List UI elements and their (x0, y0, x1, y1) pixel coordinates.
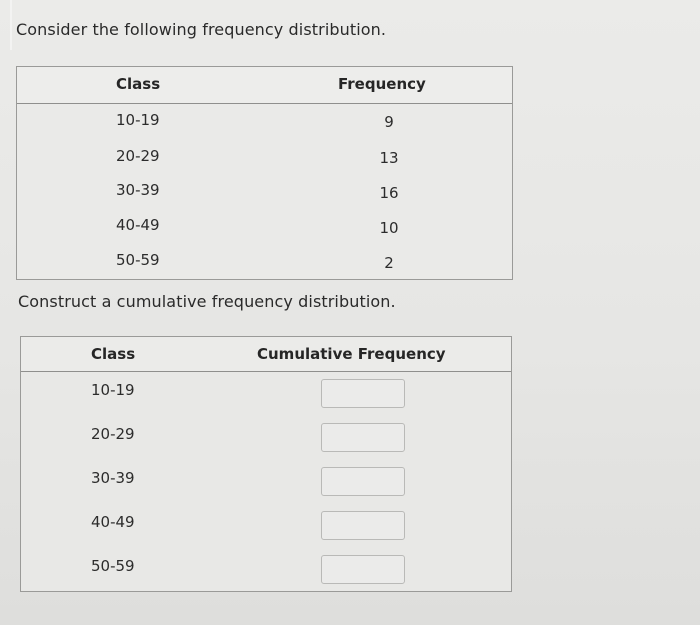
instruction-text: Construct a cumulative frequency distribution. (18, 292, 396, 311)
class-cell: 30-39 (116, 181, 160, 199)
frequency-cell: 16 (379, 184, 399, 202)
class-cell: 30-39 (91, 469, 135, 487)
class-cell: 50-59 (91, 557, 135, 575)
class-cell: 10-19 (91, 381, 135, 399)
class-cell: 10-19 (116, 111, 160, 129)
class-cell: 20-29 (116, 147, 160, 165)
frequency-cell: 9 (384, 113, 394, 131)
cumulative-input-50-59[interactable] (321, 555, 405, 584)
frequency-table-header (17, 67, 512, 104)
cumulative-table (20, 336, 512, 592)
frequency-header: Frequency (338, 75, 426, 93)
frequency-table (16, 66, 513, 280)
left-rule (10, 0, 12, 50)
class-cell: 50-59 (116, 251, 160, 269)
cumulative-input-40-49[interactable] (321, 511, 405, 540)
class-header: Class (91, 345, 136, 363)
class-cell: 40-49 (91, 513, 135, 531)
cumulative-input-10-19[interactable] (321, 379, 405, 408)
cumulative-frequency-header: Cumulative Frequency (257, 345, 446, 363)
frequency-cell: 13 (379, 149, 399, 167)
cumulative-input-30-39[interactable] (321, 467, 405, 496)
cumulative-table-header (21, 337, 511, 372)
class-header: Class (116, 75, 161, 93)
prompt-text: Consider the following frequency distribution. (16, 20, 387, 39)
class-cell: 20-29 (91, 425, 135, 443)
class-cell: 40-49 (116, 216, 160, 234)
cumulative-input-20-29[interactable] (321, 423, 405, 452)
frequency-cell: 10 (379, 219, 399, 237)
frequency-cell: 2 (384, 254, 394, 272)
